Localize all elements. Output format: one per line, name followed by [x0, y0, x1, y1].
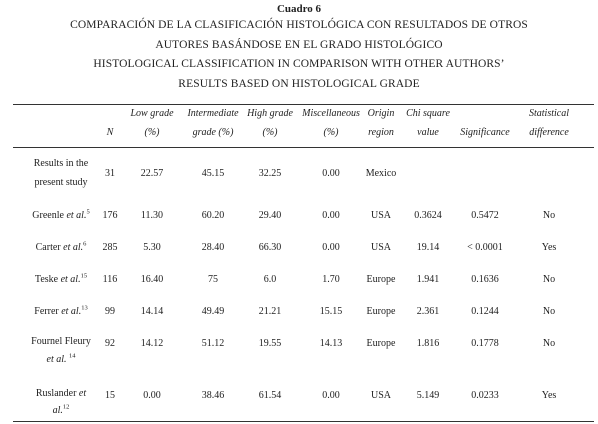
row-chi-square: 19.14 [416, 242, 440, 253]
row-significance: 0.1778 [471, 338, 499, 349]
row-origin: Mexico [365, 168, 397, 179]
row-intermediate: 49.49 [201, 306, 225, 317]
header-intermediate: Intermediate [187, 108, 239, 119]
row-high-grade: 21.21 [258, 306, 282, 317]
row-intermediate: 28.40 [201, 242, 225, 253]
row-significance: < 0.0001 [467, 242, 503, 253]
row-high-grade: 66.30 [258, 242, 282, 253]
table-bottom-rule [13, 421, 594, 422]
row-significance: 0.0233 [471, 390, 499, 401]
table-top-rule [13, 104, 594, 105]
header-significance: Significance [460, 127, 510, 138]
row-study-name: Results in the [33, 158, 89, 169]
row-high-grade: 6.0 [263, 274, 277, 285]
row-n: 116 [102, 274, 118, 285]
header-n: N [106, 127, 114, 138]
header-high-grade: High grade [247, 108, 293, 119]
header-low-grade-unit: (%) [144, 127, 160, 138]
header-intermediate-unit: grade (%) [192, 127, 234, 138]
row-high-grade: 29.40 [258, 210, 282, 221]
row-intermediate: 51.12 [201, 338, 225, 349]
header-chi-square: Chi square [406, 108, 450, 119]
row-n: 15 [105, 390, 115, 401]
row-study-name-cont: present study [34, 177, 88, 188]
header-miscellaneous-unit: (%) [323, 127, 339, 138]
row-chi-square: 0.3624 [414, 210, 442, 221]
title-line-1: COMPARACIÓN DE LA CLASIFICACIÓN HISTOLÓGICA CON RESULTADOS DE OTROS [70, 19, 528, 31]
row-origin: Europe [366, 274, 396, 285]
table-number: Cuadro 6 [276, 3, 322, 15]
row-low-grade: 22.57 [140, 168, 164, 179]
row-low-grade: 5.30 [143, 242, 161, 253]
row-chi-square: 1.816 [416, 338, 440, 349]
row-intermediate: 45.15 [201, 168, 225, 179]
row-miscellaneous: 15.15 [319, 306, 343, 317]
row-low-grade: 0.00 [143, 390, 161, 401]
row-miscellaneous: 0.00 [322, 390, 340, 401]
header-origin: Origin [367, 108, 395, 119]
header-high-grade-unit: (%) [262, 127, 278, 138]
row-study-name: Teske et al.$^{15}$ [34, 272, 88, 285]
row-n: 99 [105, 306, 115, 317]
row-chi-square: 2.361 [416, 306, 440, 317]
row-statistical-difference: No [542, 274, 556, 285]
row-study-name: Greenle et al.$^5$ [32, 208, 90, 221]
row-intermediate: 75 [208, 274, 218, 285]
row-low-grade: 16.40 [140, 274, 164, 285]
title-line-2: AUTORES BASÁNDOSE EN EL GRADO HISTOLÓGICO [155, 38, 443, 51]
header-chi-square-value: value [417, 127, 439, 138]
row-origin: USA [370, 242, 391, 253]
row-study-name: Ferrer et al.$^{13}$ [34, 304, 88, 317]
title-line-4: RESULTS BASED ON HISTOLOGICAL GRADE [178, 77, 420, 90]
header-low-grade: Low grade [130, 108, 174, 119]
row-statistical-difference: No [542, 338, 556, 349]
row-origin: Europe [366, 338, 396, 349]
row-study-name: Fournel Fleury [31, 336, 91, 347]
row-origin: USA [370, 210, 391, 221]
row-statistical-difference: No [542, 210, 556, 221]
row-low-grade: 11.30 [140, 210, 164, 221]
title-line-3: HISTOLOGICAL CLASSIFICATION IN COMPARISON WITH OTHER AUTHORS’ [93, 58, 505, 70]
row-intermediate: 60.20 [201, 210, 225, 221]
row-chi-square: 1.941 [416, 274, 440, 285]
row-high-grade: 32.25 [258, 168, 282, 179]
row-n: 285 [102, 242, 118, 253]
row-high-grade: 19.55 [258, 338, 282, 349]
row-n: 31 [105, 168, 115, 179]
row-origin: USA [370, 390, 391, 401]
row-miscellaneous: 0.00 [322, 210, 340, 221]
row-statistical-difference: No [542, 306, 556, 317]
table-caption [0, 3, 598, 94]
row-intermediate: 38.46 [201, 390, 225, 401]
header-statistical-difference: difference [529, 127, 569, 138]
row-n: 176 [102, 210, 118, 221]
header-statistical: Statistical [529, 108, 569, 119]
row-significance: 0.1636 [471, 274, 499, 285]
row-miscellaneous: 1.70 [322, 274, 340, 285]
row-low-grade: 14.14 [140, 306, 164, 317]
row-study-name: Ruslander et [35, 388, 87, 399]
row-miscellaneous: 0.00 [322, 242, 340, 253]
row-origin: Europe [366, 306, 396, 317]
row-study-name-cont: al.$^{12}$ [52, 403, 70, 416]
table-header-rule [13, 147, 594, 148]
row-miscellaneous: 0.00 [322, 168, 340, 179]
row-statistical-difference: Yes [541, 390, 557, 401]
row-miscellaneous: 14.13 [319, 338, 343, 349]
row-low-grade: 14.12 [140, 338, 164, 349]
row-chi-square: 5.149 [416, 390, 440, 401]
row-n: 92 [105, 338, 115, 349]
row-study-name-cont: et al. $^{14}$ [46, 352, 76, 365]
row-significance: 0.1244 [471, 306, 499, 317]
row-high-grade: 61.54 [258, 390, 282, 401]
header-origin-region: region [368, 127, 394, 138]
row-significance: 0.5472 [471, 210, 499, 221]
header-miscellaneous: Miscellaneous [302, 108, 360, 119]
row-study-name: Carter et al.$^6$ [35, 240, 87, 253]
row-statistical-difference: Yes [541, 242, 557, 253]
